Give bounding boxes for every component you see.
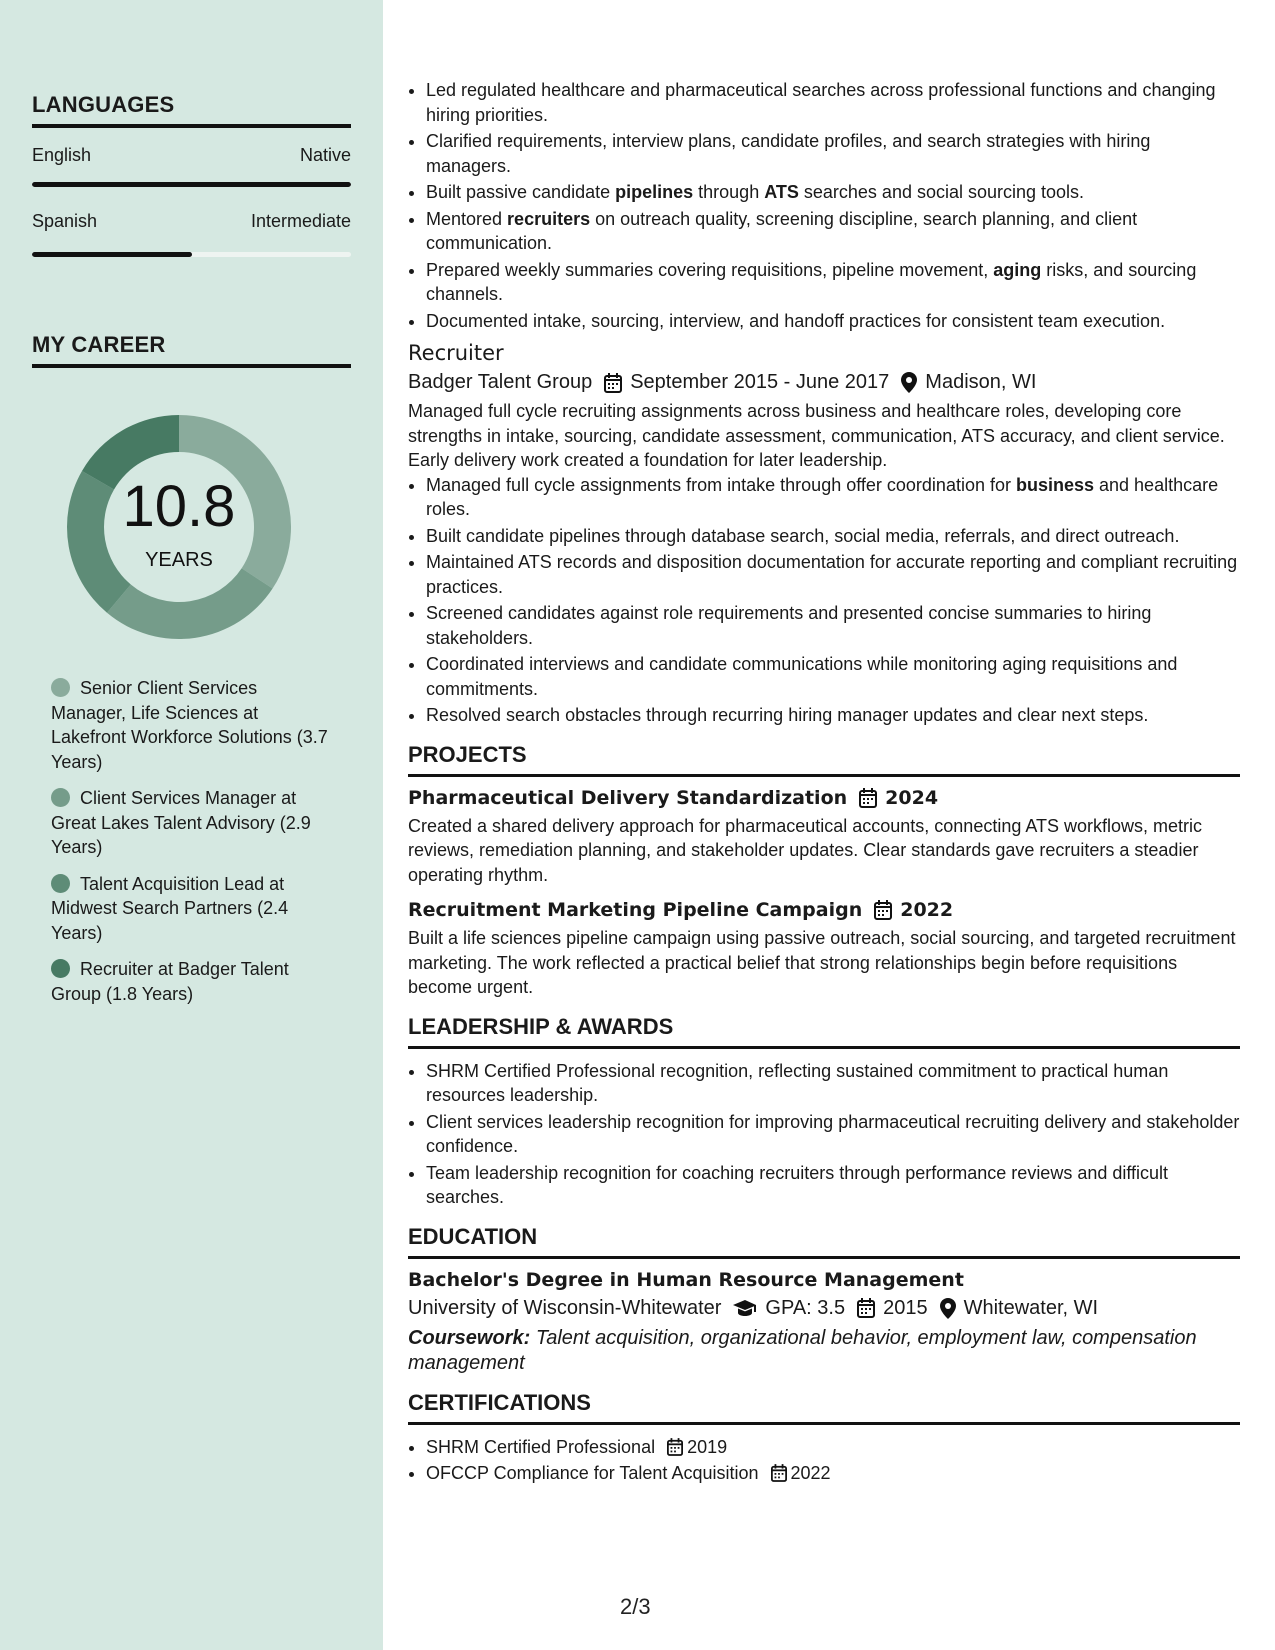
bullet-item: • Coordinated interviews and candidate communications while monitoring aging requisitions and commitments. — [426, 652, 1240, 701]
career-donut-chart — [67, 415, 291, 639]
career-legend-item — [51, 957, 331, 1006]
award-item: • Team leadership recognition for coaching recruiters through performance reviews and difficult searches. — [426, 1161, 1240, 1210]
calendar-icon — [857, 1298, 875, 1318]
award-item: • Client services leadership recognition for improving pharmaceutical recruiting delivery and stakeholder confidence. — [426, 1110, 1240, 1159]
bullet-item: • Mentored recruiters on outreach quality, screening discipline, search planning, and client communication. — [426, 207, 1240, 256]
bullet-item: • Built passive candidate pipelines through ATS searches and social sourcing tools. — [426, 180, 1240, 205]
job-dates: September 2015 - June 2017 — [630, 371, 890, 393]
projects-heading: PROJECTS — [408, 742, 1240, 777]
bullet-item: • Built candidate pipelines through database search, social media, referrals, and direct outreach. — [426, 524, 1240, 549]
project-description: Built a life sciences pipeline campaign using passive outreach, social sourcing, and targeted recruitment marketing. The work reflected a practical belief that strong relationships begin before requisitions become urgent. — [408, 928, 1236, 997]
certifications-heading: CERTIFICATIONS — [408, 1390, 1240, 1425]
language-level: Intermediate — [250, 211, 351, 231]
job-bullets — [408, 473, 1240, 728]
project-title-row — [408, 787, 1240, 809]
bullet-item: • Documented intake, sourcing, interview, and handoff practices for consistent team execution. — [426, 309, 1240, 334]
coursework-label: Coursework: — [408, 1326, 531, 1349]
project-title: Pharmaceutical Delivery Standardization — [408, 786, 848, 809]
certification-name: • SHRM Certified Professional — [426, 1436, 656, 1457]
award-item: • SHRM Certified Professional recognition, reflecting sustained commitment to practical human resources leadership. — [426, 1059, 1240, 1108]
bullet-item: • Screened candidates against role requirements and presented concise summaries to hiring stakeholders. — [426, 601, 1240, 650]
calendar-icon — [859, 788, 877, 808]
career-legend — [51, 676, 331, 1018]
language-proficiency-bar — [32, 182, 351, 187]
certification-year: 2019 — [687, 1436, 728, 1457]
main-content — [408, 78, 1240, 1488]
certification-name: • OFCCP Compliance for Talent Acquisition — [426, 1463, 759, 1483]
career-legend-text: Recruiter at Badger Talent Group (1.8 Years) — [51, 959, 289, 1004]
bullet-item: • Prepared weekly summaries covering requisitions, pipeline movement, aging risks, and sourcing channels. — [426, 258, 1240, 307]
map-pin-icon — [901, 372, 917, 393]
project-title-row — [408, 899, 1240, 921]
bullet-item: • Managed full cycle assignments from intake through offer coordination for business and healthcare roles. — [426, 473, 1240, 522]
language-level: Native — [299, 145, 351, 165]
education-location: Whitewater, WI — [963, 1296, 1099, 1319]
career-legend-text: Senior Client Services Manager, Life Sciences at Lakefront Workforce Solutions (3.7 Years) — [51, 678, 328, 772]
job-location: Madison, WI — [925, 371, 1037, 393]
job-meta — [408, 371, 1240, 394]
bullet-item: • Clarified requirements, interview plans, candidate profiles, and search strategies with hiring managers. — [426, 129, 1240, 178]
bullet-item: • Led regulated healthcare and pharmaceutical searches across professional functions and changing hiring priorities. — [426, 78, 1240, 127]
legend-dot-icon — [51, 678, 70, 697]
total-years-label: YEARS — [145, 549, 213, 571]
legend-dot-icon — [51, 959, 70, 978]
legend-dot-icon — [51, 874, 70, 893]
certification-item — [426, 1461, 1240, 1486]
language-proficiency-fill — [32, 182, 351, 187]
certification-item — [426, 1435, 1240, 1460]
bullet-item: • Maintained ATS records and disposition documentation for accurate reporting and compliant recruiting practices. — [426, 550, 1240, 599]
certification-year: 2022 — [790, 1463, 831, 1483]
education-meta — [408, 1297, 1240, 1320]
project-year: 2024 — [885, 786, 939, 809]
job-title: Recruiter — [408, 341, 504, 365]
calendar-icon — [771, 1464, 787, 1482]
graduation-cap-icon — [733, 1299, 757, 1317]
education-gpa: GPA: 3.5 — [765, 1296, 846, 1319]
project-title: Recruitment Marketing Pipeline Campaign — [408, 899, 863, 921]
job-company: Badger Talent Group — [408, 371, 593, 393]
project-description: Created a shared delivery approach for pharmaceutical accounts, connecting ATS workflows, metric reviews, remediation planning, and stakeholder updates. Clear standards gave recruiters a steadier operating rhythm. — [408, 815, 1203, 885]
map-pin-icon — [940, 1298, 956, 1319]
calendar-icon — [874, 900, 892, 920]
career-legend-text: Client Services Manager at Great Lakes Talent Advisory (2.9 Years) — [51, 788, 311, 857]
education-year: 2015 — [883, 1296, 928, 1319]
language-name: Spanish — [32, 211, 98, 231]
bullet-item: • Resolved search obstacles through recurring hiring manager updates and clear next steps. — [426, 703, 1240, 728]
career-legend-item — [51, 872, 331, 946]
school-name: University of Wisconsin-Whitewater — [408, 1296, 722, 1319]
awards-list — [408, 1059, 1240, 1210]
calendar-icon — [604, 373, 622, 393]
page-number: 2/3 — [620, 1594, 651, 1619]
job-summary: Managed full cycle recruiting assignments across business and healthcare roles, developing core strengths in intake, sourcing, candidate assessment, communication, ATS accuracy, and client service. Early delivery work created a foundation for later leadership. — [408, 401, 1225, 470]
total-years-value: 10.8 — [122, 474, 236, 539]
donut-segment — [107, 568, 273, 639]
calendar-icon — [667, 1438, 683, 1456]
education-heading: EDUCATION — [408, 1224, 1240, 1259]
awards-heading: LEADERSHIP & AWARDS — [408, 1014, 1240, 1049]
language-row — [32, 145, 351, 166]
language-row — [32, 211, 351, 232]
career-legend-item — [51, 786, 331, 860]
sidebar — [0, 0, 383, 1650]
degree-title: Bachelor's Degree in Human Resource Management — [408, 1268, 964, 1291]
languages-heading: LANGUAGES — [32, 92, 351, 128]
certifications-list — [408, 1435, 1240, 1486]
career-heading: MY CAREER — [32, 332, 351, 368]
legend-dot-icon — [51, 788, 70, 807]
coursework-text: Talent acquisition, organizational behavior, employment law, compensation management — [408, 1326, 1197, 1374]
career-legend-item — [51, 676, 331, 774]
language-name: English — [32, 145, 92, 165]
language-proficiency-fill — [32, 252, 192, 257]
career-legend-text: Talent Acquisition Lead at Midwest Search Partners (2.4 Years) — [51, 873, 289, 943]
language-proficiency-bar — [32, 252, 351, 257]
coursework — [408, 1326, 1240, 1376]
previous-job-bullets — [408, 78, 1240, 333]
project-year: 2022 — [900, 899, 954, 921]
